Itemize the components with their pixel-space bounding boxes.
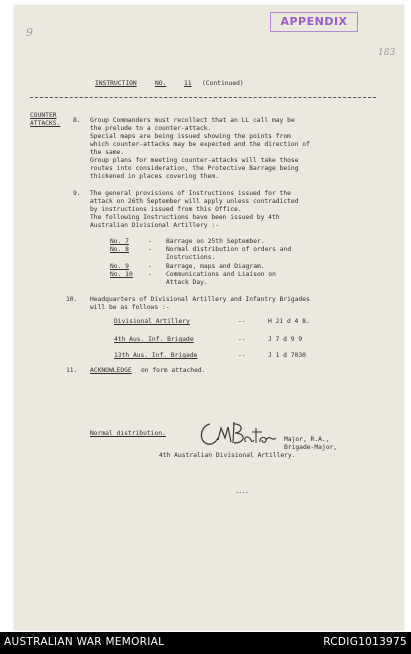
hq-ref: J 1 d 7030 [268, 352, 306, 359]
para9-line: attack on 26th September will apply unless contradicted [90, 198, 299, 205]
para9-line: Australian Divisional Artillery :- [90, 222, 219, 229]
para10-number: 10. [66, 296, 78, 303]
instruction-list-text: Barrage, maps and Diagram. [166, 263, 265, 270]
para8-line: Group plans for meeting counter-attacks will take those [90, 157, 299, 164]
instruction-list-number: No. 8 [110, 246, 129, 253]
appendix-stamp: APPENDIX [270, 12, 358, 32]
para8-line: thickened in places covering them. [90, 173, 219, 180]
para9-line: The following Instructions have been issued by 4th [90, 214, 280, 221]
end-mark: ---- [235, 489, 249, 496]
para8-number: 8. [73, 117, 81, 124]
footer-institution: AUSTRALIAN WAR MEMORIAL [4, 636, 165, 648]
pencil-folio-number: 183 [378, 48, 396, 58]
hq-ref: J 7 d 9 9 [268, 336, 303, 343]
margin-label-line-1: COUNTER [30, 112, 57, 119]
para8-line: the same. [90, 149, 125, 156]
hq-unit: 13th Aus. Inf. Brigade [114, 352, 198, 359]
para9-number: 9. [73, 190, 81, 197]
heading-title: INSTRUCTION [95, 80, 137, 87]
signature-block-line: Major, R.A., [284, 436, 330, 443]
pencil-page-number: 9 [26, 26, 33, 39]
normal-distribution: Normal distribution. [90, 430, 166, 437]
para8-line: routes into consideration, the Protective Barrage being [90, 165, 299, 172]
acknowledge-text: ACKNOWLEDGE [90, 367, 132, 374]
para9-line: by instructions issued from this Office. [90, 206, 242, 213]
archive-footer [0, 632, 411, 654]
heading-continued: (Continued) [202, 80, 244, 87]
hq-unit: Divisional Artillery [114, 318, 190, 325]
instruction-list-text: Normal distribution of orders and [166, 246, 292, 253]
para8-line: Group Commanders must recollect that an LL call may be [90, 117, 295, 124]
instruction-list-text: Attack Day. [166, 279, 208, 286]
instruction-list-text: Barrage on 25th September. [166, 238, 265, 245]
document-page [14, 5, 404, 630]
para8-line: Special maps are being issued showing the points from [90, 133, 291, 140]
para10-line: will be as follows :- [90, 304, 170, 311]
instruction-list-number: No. 10 [110, 271, 133, 278]
instruction-list-text: Communications and Liaison on [166, 271, 276, 278]
hq-ref: H 21 d 4 8. [268, 318, 310, 325]
para9-line: The general provisions of Instructions issued for the [90, 190, 291, 197]
instruction-list-number: No. 7 [110, 238, 129, 245]
margin-label-line-2: ATTACKS. [30, 120, 61, 127]
footer-record-id: RCDIG1013975 [323, 636, 407, 648]
instruction-list-text: Instructions. [166, 254, 216, 261]
para8-line: which counter-attacks may be expected and the direction of [90, 141, 310, 148]
hq-unit: 4th Aus. Inf. Brigade [114, 336, 194, 343]
heading-no-label: NO. [155, 80, 167, 87]
heading-number: 11 [184, 80, 192, 87]
acknowledge-rest: on form attached. [141, 367, 206, 374]
handwritten-signature [196, 416, 278, 452]
para8-line: the prelude to a counter-attack. [90, 125, 212, 132]
signature-block-line: 4th Australian Divisional Artillery. [159, 452, 296, 459]
instruction-list-number: No. 9 [110, 263, 129, 270]
signature-block-line: Brigade-Major, [284, 444, 338, 451]
para11-number: 11. [66, 367, 78, 374]
para10-line: Headquarters of Divisional Artillery and Infantry Brigades [90, 296, 310, 303]
heading-rule [30, 97, 376, 98]
